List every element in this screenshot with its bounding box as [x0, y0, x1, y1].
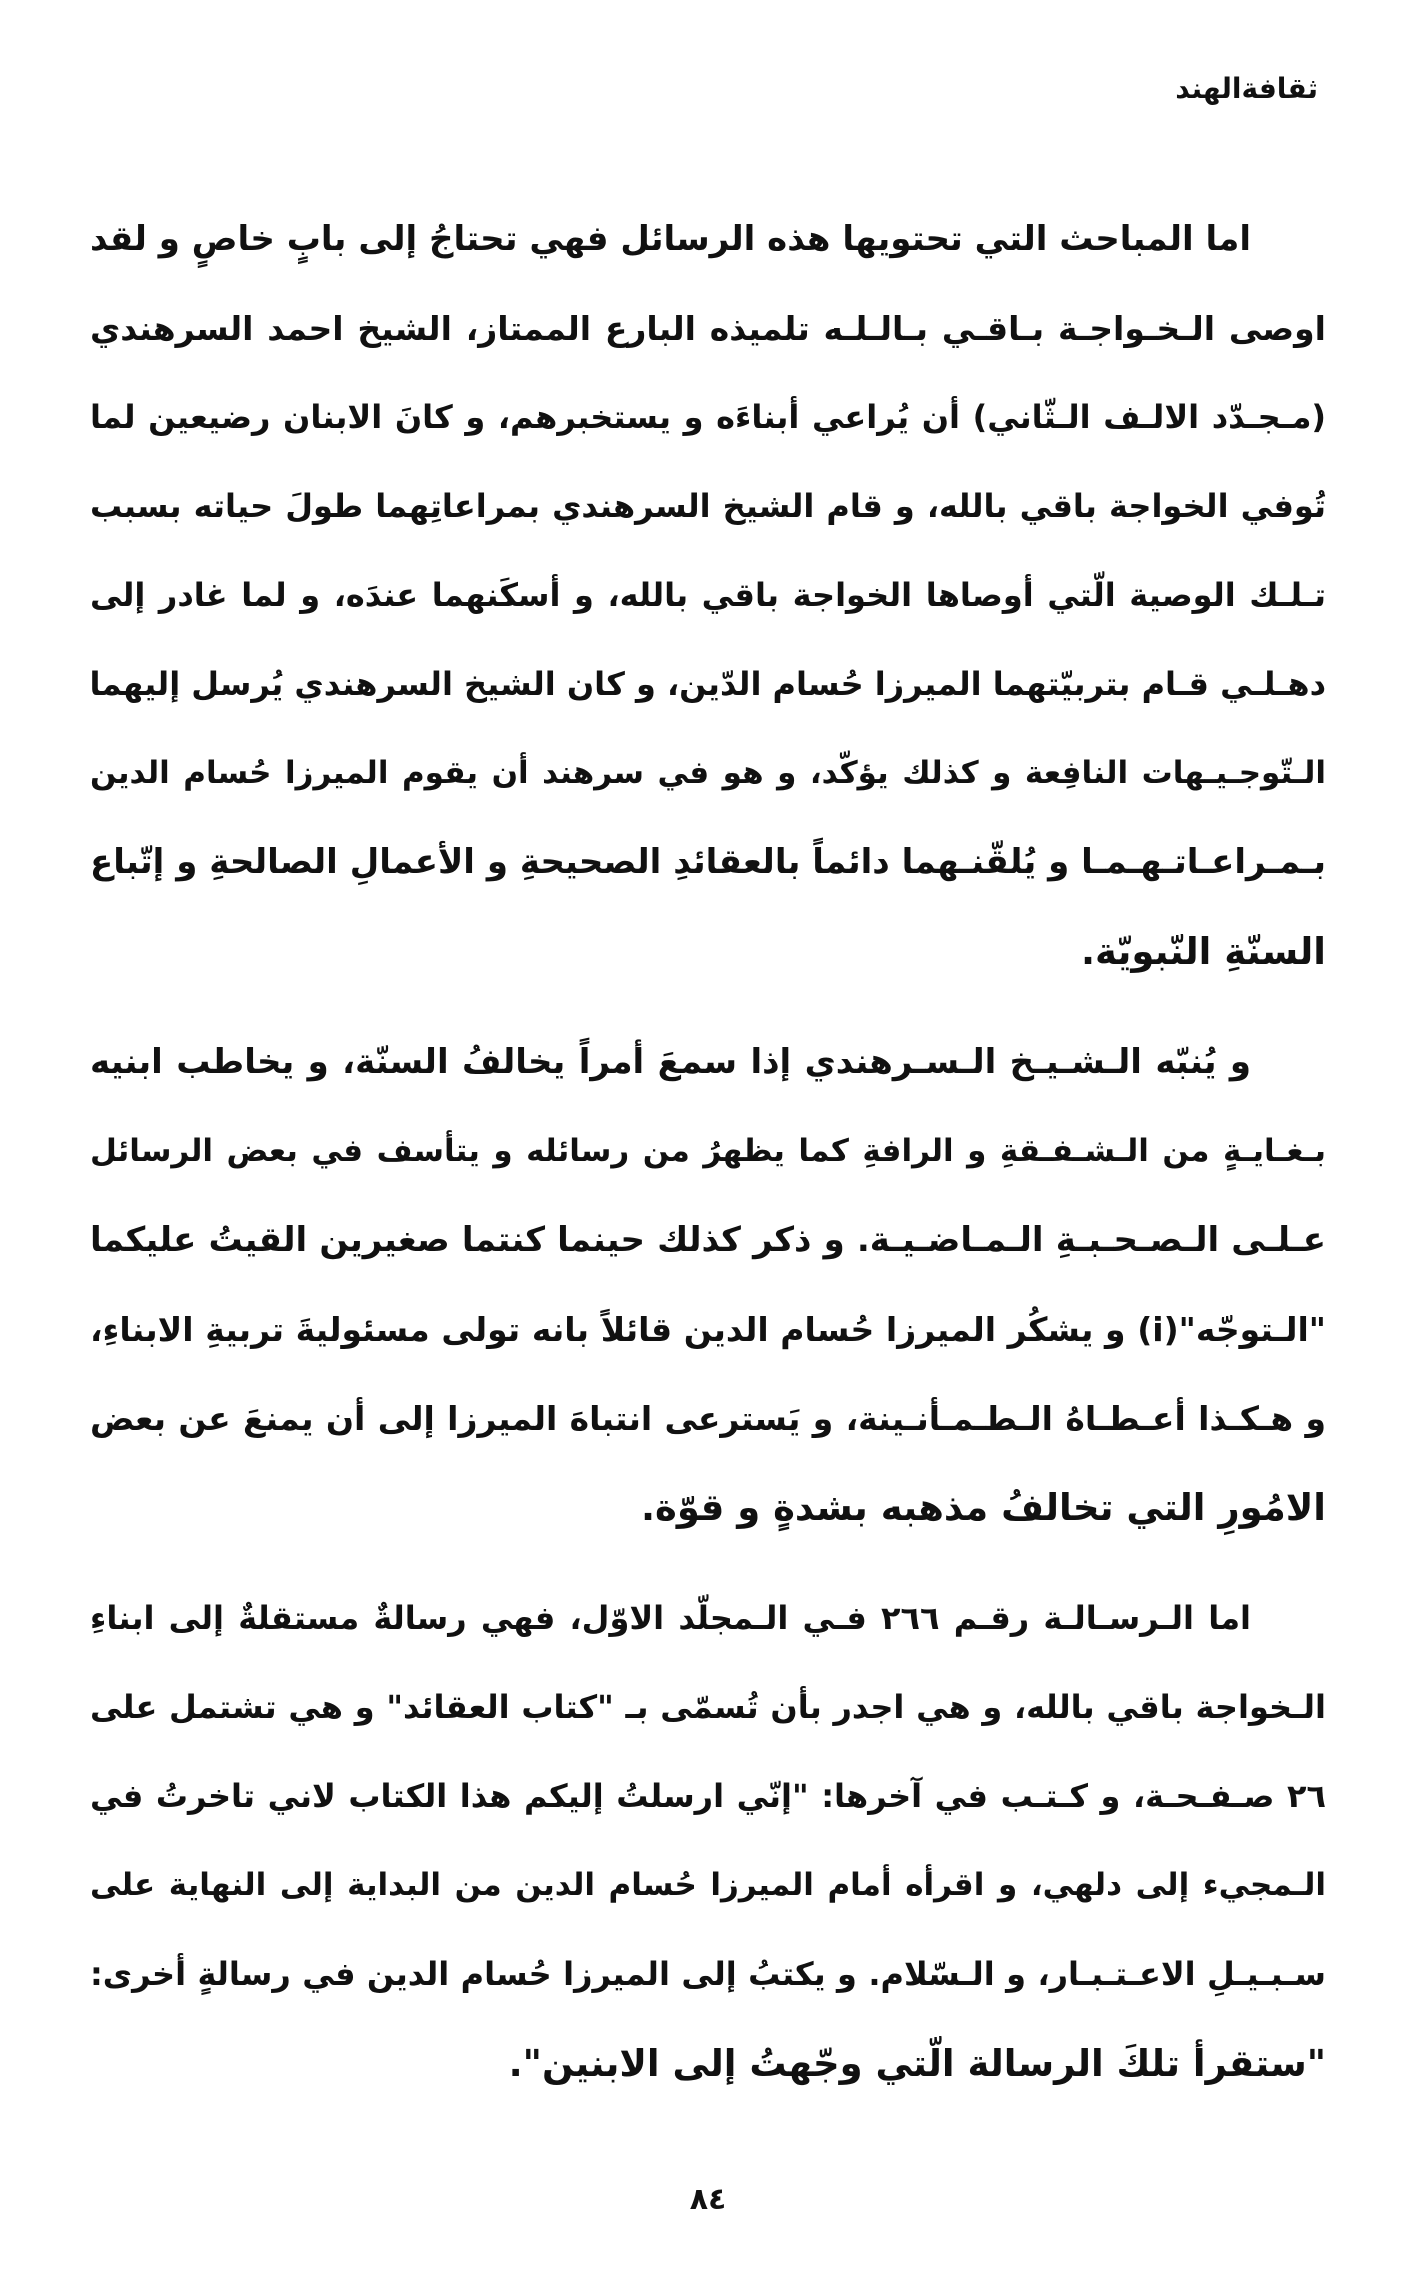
text-line: و هـكـذا أعـطـاهُ الـطـمـأنـينة، و يَسترعى انتباهَ الميرزا إلى أن يمنعَ عن بعض — [90, 1399, 1326, 1438]
running-header: ثقافةالهند — [1175, 72, 1318, 105]
text-line: الـمجيء إلى دلهي، و اقرأه أمام الميرزا حُسام الدين من البداية إلى النهاية على — [90, 1867, 1326, 1903]
text-line: الـخواجة باقي بالله، و هي اجدر بأن تُسمّى بـ "كتاب العقائد" و هي تشتمل على — [90, 1688, 1326, 1726]
text-line: "ستقرأ تلكَ الرسالة الّتي وجّهتُ إلى الابنين". — [508, 2042, 1326, 2085]
text-line: دهـلـي قـام بتربيّتهما الميرزا حُسام الدّين، و كان الشيخ السرهندي يُرسل إليهما — [89, 665, 1326, 703]
text-line: سـبـيـلِ الاعـتـبـار، و الـسّلام. و يكتبُ إلى الميرزا حُسام الدين في رسالةٍ أخرى: — [90, 1955, 1326, 1993]
paragraph-spacer — [90, 1552, 1326, 1574]
text-line: "الـتوجّه"(i) و يشكُر الميرزا حُسام الدين قائلاً بانه تولى مسئوليةَ تربيةِ الابناءِ، — [90, 1310, 1326, 1349]
text-line: السنّةِ النّبويّة. — [1080, 930, 1326, 973]
paragraph-2 — [90, 1018, 1326, 1552]
text-line: تـلـك الوصية الّتي أوصاها الخواجة باقي بالله، و أسكَنهما عندَه، و لما غادر إلى — [90, 576, 1326, 614]
text-line: تُوفي الخواجة باقي بالله، و قام الشيخ السرهندي بمراعاتِهما طولَ حياته بسبب — [90, 487, 1326, 525]
text-line: اوصى الـخـواجـة بـاقـي بـالـلـه تلميذه البارع الممتاز، الشيخ احمد السرهندي — [90, 309, 1326, 348]
text-line: بـغـايـةٍ من الـشـفـقةِ و الرافةِ كما يظهرُ من رسائله و يتأسف في بعض الرسائل — [90, 1133, 1326, 1169]
page-number: ٨٤ — [689, 2182, 727, 2217]
paragraph-1 — [90, 195, 1326, 996]
text-line: بـمـراعـاتـهـمـا و يُلقّنـهما دائماً بالعقائدِ الصحيحةِ و الأعمالِ الصالحةِ و إتّباع — [90, 842, 1326, 882]
paragraph-3 — [90, 1574, 1326, 2108]
text-line: عـلـى الـصـحـبـةِ الـمـاضـيـة. و ذكر كذلك حينما كنتما صغيرين القيتُ عليكما — [90, 1220, 1326, 1260]
text-line: ٢٦ صـفـحـة، و كـتـب في آخرها: "إنّي ارسلتُ إليكم هذا الكتاب لاني تاخرتُ في — [90, 1777, 1326, 1815]
text-line: اما الـرسـالـة رقـم ٢٦٦ فـي الـمجلّد الاوّل، فهي رسالةٌ مستقلةٌ إلى ابناءِ — [90, 1599, 1251, 1637]
text-line: الامُورِ التي تخالفُ مذهبه بشدةٍ و قوّة. — [640, 1486, 1326, 1529]
paragraph-spacer — [90, 996, 1326, 1018]
body-text — [90, 195, 1326, 2108]
text-line: (مـجـدّد الالـف الـثّاني) أن يُراعي أبناءَه و يستخبرهم، و كانَ الابنان رضيعين لما — [90, 398, 1326, 436]
text-line: اما المباحث التي تحتويها هذه الرسائل فهي تحتاجُ إلى بابٍ خاصٍ و لقد — [90, 219, 1251, 259]
text-line: و يُنبّه الـشـيـخ الـسـرهندي إذا سمعَ أمراً يخالفُ السنّة، و يخاطب ابنيه — [90, 1042, 1251, 1082]
text-line: الـتّوجـيـهات النافِعة و كذلك يؤكّد، و هو في سرهند أن يقوم الميرزا حُسام الدين — [90, 755, 1326, 791]
